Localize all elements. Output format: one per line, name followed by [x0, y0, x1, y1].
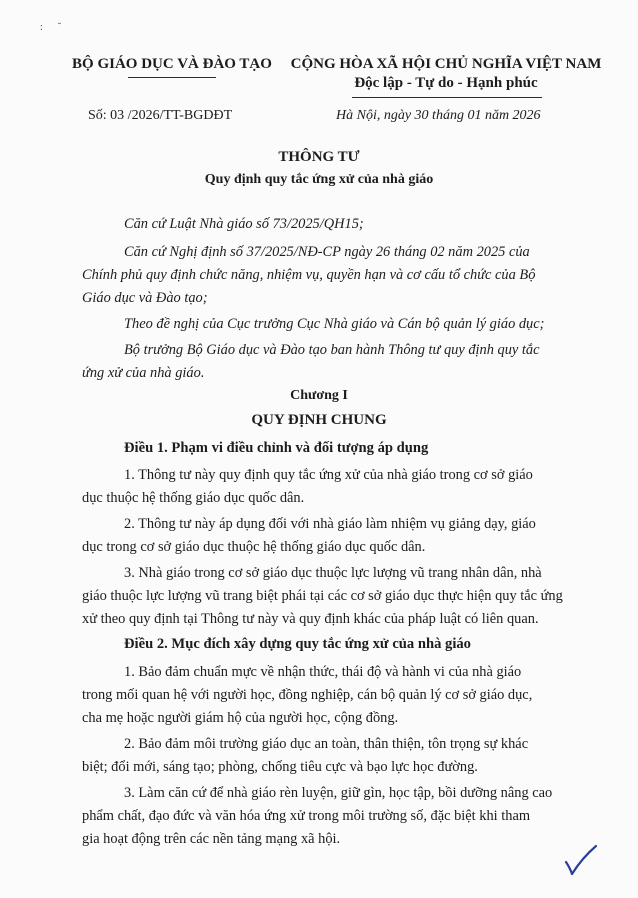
article-2-clause-1-line-2: trong mối quan hệ với người học, đồng nghiệp, cán bộ quản lý cơ sở giáo dục, — [82, 687, 533, 703]
article-2-clause-1-line-1: 1. Bảo đảm chuẩn mực về nhận thức, thái độ và hành vi của nhà giáo — [124, 664, 522, 680]
article-2-clause-1-line-3: cha mẹ hoặc người giám hộ của người học, cộng đồng. — [82, 710, 399, 726]
motto-underline — [352, 97, 542, 98]
issuance-line-1: Bộ trưởng Bộ Giáo dục và Đào tạo ban hành Thông tư quy định quy tắc — [124, 342, 540, 358]
issuance-line-2: ứng xử của nhà giáo. — [82, 365, 205, 381]
legal-basis-1: Căn cứ Luật Nhà giáo số 73/2025/QH15; — [124, 216, 364, 232]
scan-specks: : ˘ — [40, 22, 62, 33]
article-2-heading: Điều 2. Mục đích xây dựng quy tắc ứng xử của nhà giáo — [124, 636, 471, 652]
article-1-heading: Điều 1. Phạm vi điều chỉnh và đối tượng áp dụng — [124, 440, 429, 456]
article-1-clause-3-line-2: giáo thuộc lực lượng vũ trang biệt phái tại các cơ sở giáo dục thực hiện quy tắc ứng — [82, 588, 563, 604]
article-2-clause-2-line-2: biệt; đổi mới, sáng tạo; phòng, chống tiêu cực và bạo lực học đường. — [82, 759, 478, 775]
document-subject: Quy định quy tắc ứng xử của nhà giáo — [204, 172, 434, 187]
legal-basis-2-line-1: Căn cứ Nghị định số 37/2025/NĐ-CP ngày 26 tháng 02 năm 2025 của — [124, 244, 530, 260]
article-2-clause-2-line-1: 2. Bảo đảm môi trường giáo dục an toàn, thân thiện, tôn trọng sự khác — [124, 736, 529, 752]
article-1-clause-2-line-1: 2. Thông tư này áp dụng đối với nhà giáo làm nhiệm vụ giảng dạy, giáo — [124, 516, 536, 532]
article-1-clause-3-line-1: 3. Nhà giáo trong cơ sở giáo dục thuộc lực lượng vũ trang nhân dân, nhà — [124, 565, 542, 581]
legal-basis-2-line-3: Giáo dục và Đào tạo; — [82, 290, 208, 306]
article-2-clause-3-line-1: 3. Làm căn cứ để nhà giáo rèn luyện, giữ gìn, học tập, bồi dưỡng nâng cao — [124, 785, 553, 801]
article-2-clause-3-line-3: gia hoạt động trên các nền tảng mạng xã hội. — [82, 831, 341, 847]
article-1-clause-1-line-1: 1. Thông tư này quy định quy tắc ứng xử của nhà giáo trong cơ sở giáo — [124, 467, 533, 483]
national-motto: Độc lập - Tự do - Hạnh phúc — [354, 75, 538, 91]
document-type: THÔNG TƯ — [278, 149, 360, 165]
handwritten-check-mark — [560, 840, 600, 880]
article-1-clause-1-line-2: dục thuộc hệ thống giáo dục quốc dân. — [82, 490, 305, 506]
chapter-title: QUY ĐỊNH CHUNG — [251, 412, 387, 428]
legal-basis-2-line-2: Chính phủ quy định chức năng, nhiệm vụ, quyền hạn và cơ cấu tổ chức của Bộ — [82, 267, 536, 283]
ministry-name: BỘ GIÁO DỤC VÀ ĐÀO TẠO — [72, 56, 272, 72]
republic-name: CỘNG HÒA XÃ HỘI CHỦ NGHĨA VIỆT NAM — [290, 56, 602, 72]
article-1-clause-3-line-3: xử theo quy định tại Thông tư này và quy định khác của pháp luật có liên quan. — [82, 611, 539, 627]
place-and-date: Hà Nội, ngày 30 tháng 01 năm 2026 — [336, 108, 541, 123]
chapter-number: Chương I — [290, 388, 348, 403]
article-2-clause-3-line-2: phẩm chất, đạo đức và văn hóa ứng xử trong môi trường số, đặc biệt khi tham — [82, 808, 531, 824]
proposal-line: Theo đề nghị của Cục trưởng Cục Nhà giáo và Cán bộ quản lý giáo dục; — [124, 316, 545, 332]
ministry-underline — [128, 77, 216, 78]
document-number: Số: 03 /2026/TT-BGDĐT — [88, 108, 233, 123]
article-1-clause-2-line-2: dục trong cơ sở giáo dục thuộc hệ thống giáo dục quốc dân. — [82, 539, 426, 555]
